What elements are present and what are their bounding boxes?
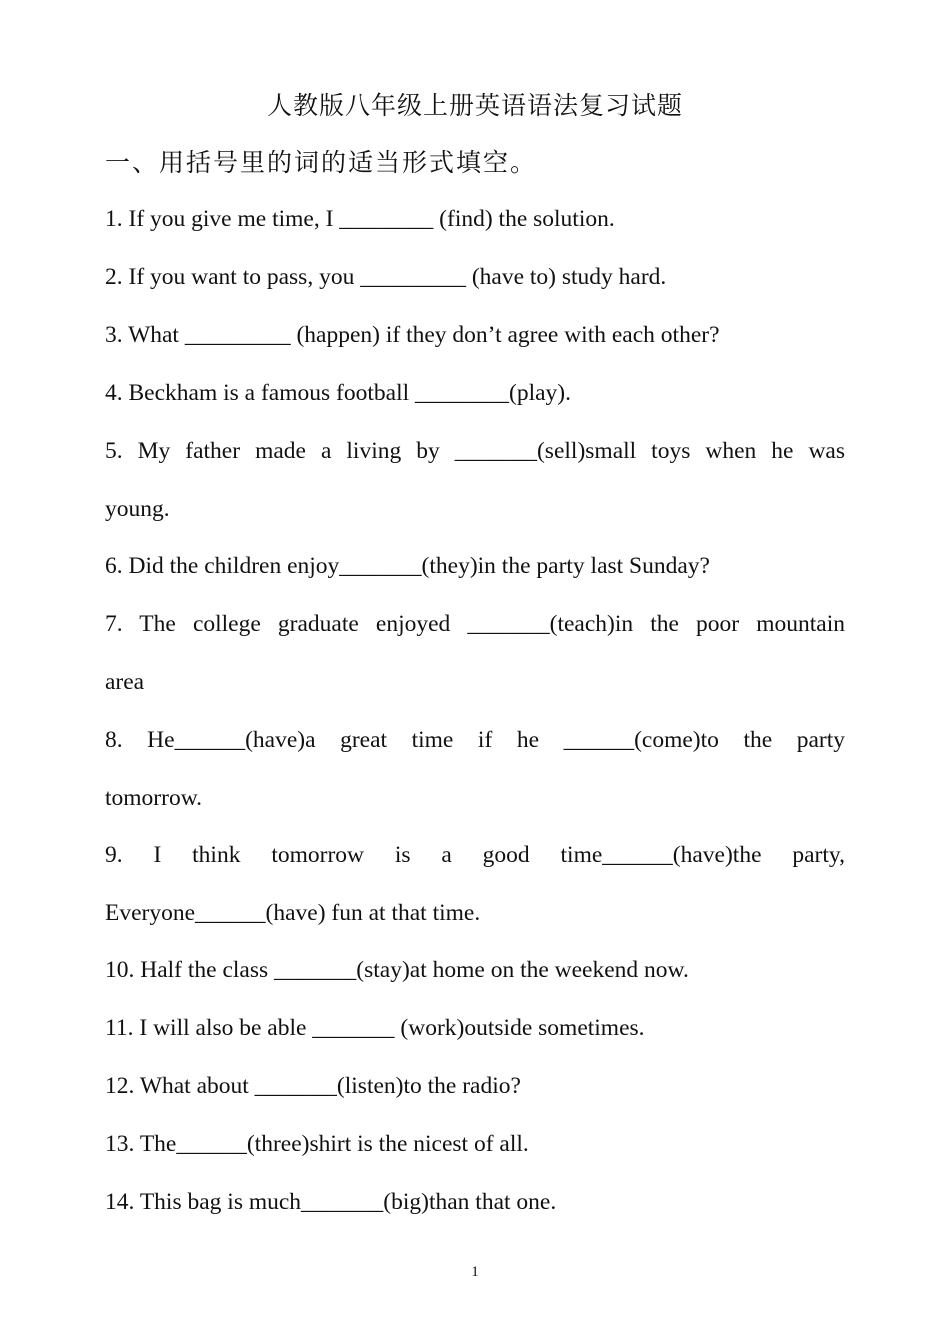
question-line: 13. The______(three)shirt is the nicest of all. [105, 1131, 529, 1157]
question-line: 9. I think tomorrow is a good time______(have)the party, [105, 842, 845, 868]
question-line: 14. This bag is much_______(big)than that one. [105, 1189, 557, 1215]
question-line-continuation: tomorrow. [105, 785, 203, 811]
page-number: 1 [471, 1264, 479, 1280]
question-line: 10. Half the class _______(stay)at home on the weekend now. [105, 957, 689, 983]
section-heading: 一、用括号里的词的适当形式填空。 [105, 150, 538, 177]
question-line: 6. Did the children enjoy_______(they)in the party last Sunday? [105, 553, 710, 579]
question-line: 12. What about _______(listen)to the radio? [105, 1073, 521, 1099]
question-line: 11. I will also be able _______ (work)outside sometimes. [105, 1015, 645, 1041]
question-line: 8. He______(have)a great time if he ______(come)to the party [105, 727, 845, 753]
question-line: 5. My father made a living by _______(sell)small toys when he was [105, 438, 845, 464]
question-line-continuation: Everyone______(have) fun at that time. [105, 900, 481, 926]
question-line: 7. The college graduate enjoyed _______(teach)in the poor mountain [105, 611, 845, 637]
question-line: 2. If you want to pass, you _________ (have to) study hard. [105, 264, 667, 290]
question-line-continuation: young. [105, 496, 170, 522]
question-line: 4. Beckham is a famous football ________(play). [105, 380, 571, 406]
question-line: 3. What _________ (happen) if they don’t agree with each other? [105, 322, 720, 348]
question-line-continuation: area [105, 669, 145, 695]
question-line: 1. If you give me time, I ________ (find) the solution. [105, 206, 615, 232]
page-title: 人教版八年级上册英语语法复习试题 [266, 93, 683, 120]
